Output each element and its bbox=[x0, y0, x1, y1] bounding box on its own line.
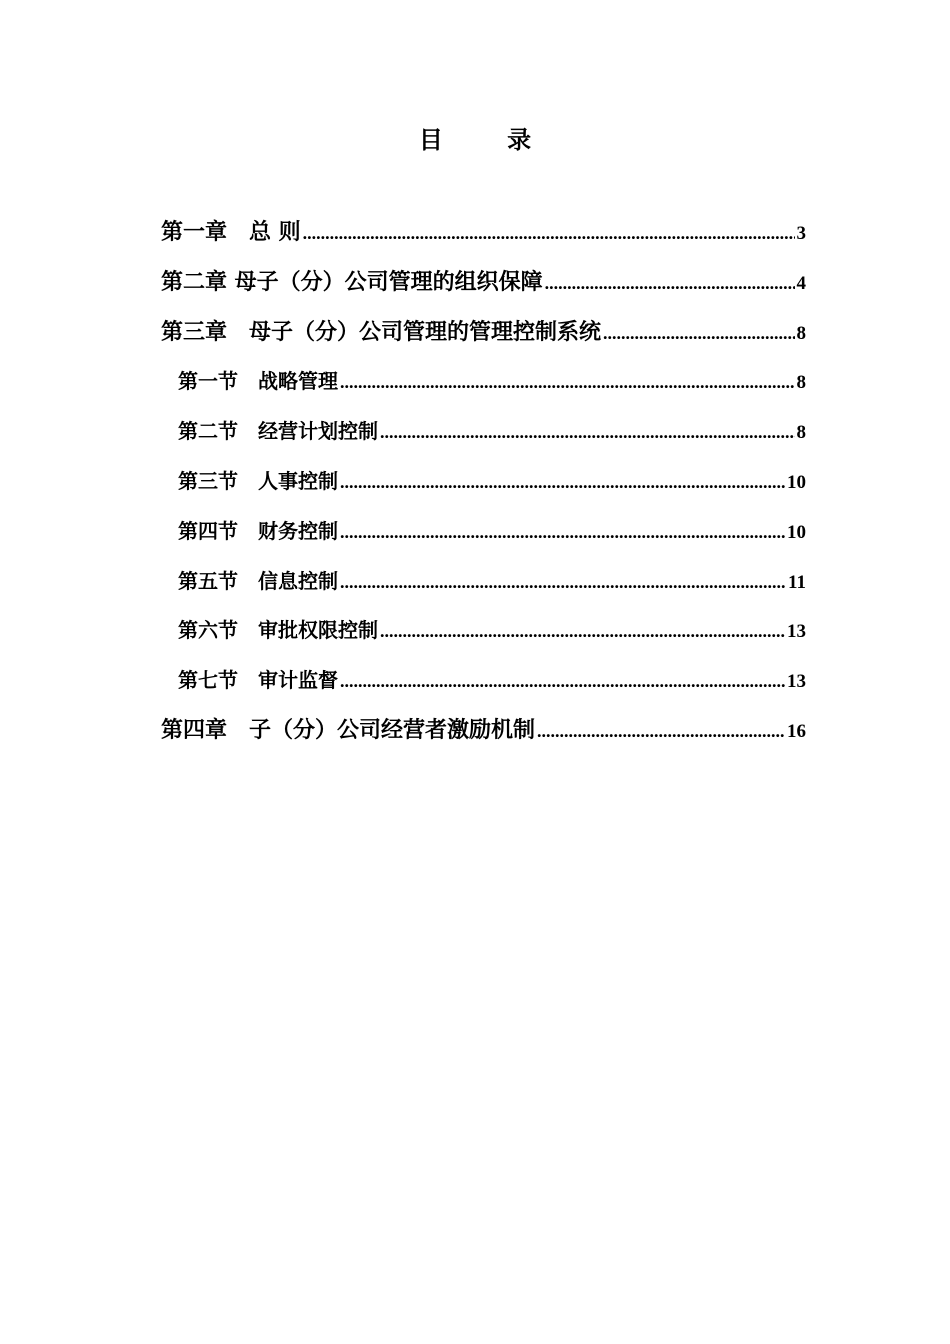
toc-entry-chapter-4[interactable] bbox=[161, 706, 806, 756]
toc-entry-section-1[interactable] bbox=[161, 357, 806, 407]
toc-leader-dots bbox=[380, 408, 795, 458]
toc-leader-dots bbox=[537, 707, 785, 757]
toc-entry-label: 第六节 审批权限控制 bbox=[178, 618, 378, 643]
toc-entry-label: 第二节 经营计划控制 bbox=[178, 419, 378, 444]
toc-entry-page: 10 bbox=[787, 521, 806, 543]
toc-leader-dots bbox=[340, 558, 786, 608]
toc-entry-page: 11 bbox=[788, 571, 806, 593]
toc-entry-label: 第二章 母子（分）公司管理的组织保障 bbox=[161, 268, 543, 295]
toc-entry-label: 第三节 人事控制 bbox=[178, 468, 338, 493]
toc-entry-section-6[interactable] bbox=[161, 606, 806, 656]
toc-list bbox=[161, 208, 806, 756]
toc-entry-label: 第四节 财务控制 bbox=[178, 518, 338, 543]
toc-title: 目 录 bbox=[418, 125, 560, 154]
toc-entry-label: 第四章 子（分）公司经营者激励机制 bbox=[161, 716, 536, 743]
toc-entry-label: 第一章 总 则 bbox=[161, 219, 301, 245]
toc-entry-section-4[interactable] bbox=[161, 507, 806, 557]
toc-entry-page: 10 bbox=[787, 471, 806, 493]
toc-entry-section-5[interactable] bbox=[161, 557, 806, 607]
toc-entry-section-7[interactable] bbox=[161, 656, 806, 706]
toc-leader-dots bbox=[340, 657, 785, 707]
toc-entry-page: 4 bbox=[796, 272, 806, 294]
toc-entry-label: 第三章 母子（分）公司管理的管理控制系统 bbox=[161, 318, 602, 345]
toc-entry-section-2[interactable] bbox=[161, 407, 806, 457]
toc-leader-dots bbox=[340, 358, 795, 408]
toc-entry-chapter-3[interactable] bbox=[161, 308, 806, 358]
toc-entry-section-3[interactable] bbox=[161, 457, 806, 507]
toc-entry-page: 13 bbox=[787, 671, 806, 693]
toc-entry-label: 第七节 审计监督 bbox=[178, 668, 338, 693]
toc-entry-page: 16 bbox=[787, 720, 806, 742]
toc-entry-page: 13 bbox=[787, 621, 806, 643]
toc-entry-chapter-2[interactable] bbox=[161, 258, 806, 308]
toc-entry-label: 第一节 战略管理 bbox=[178, 369, 338, 394]
toc-entry-page: 8 bbox=[796, 422, 806, 444]
toc-leader-dots bbox=[340, 508, 785, 558]
toc-leader-dots bbox=[380, 607, 785, 657]
toc-entry-chapter-1[interactable] bbox=[161, 208, 806, 258]
toc-leader-dots bbox=[603, 309, 794, 359]
toc-entry-page: 8 bbox=[796, 372, 806, 394]
toc-leader-dots bbox=[340, 458, 785, 508]
toc-entry-label: 第五节 信息控制 bbox=[178, 568, 338, 593]
toc-leader-dots bbox=[303, 209, 795, 259]
toc-entry-page: 3 bbox=[796, 223, 806, 244]
toc-entry-page: 8 bbox=[796, 322, 806, 344]
toc-leader-dots bbox=[545, 259, 795, 309]
